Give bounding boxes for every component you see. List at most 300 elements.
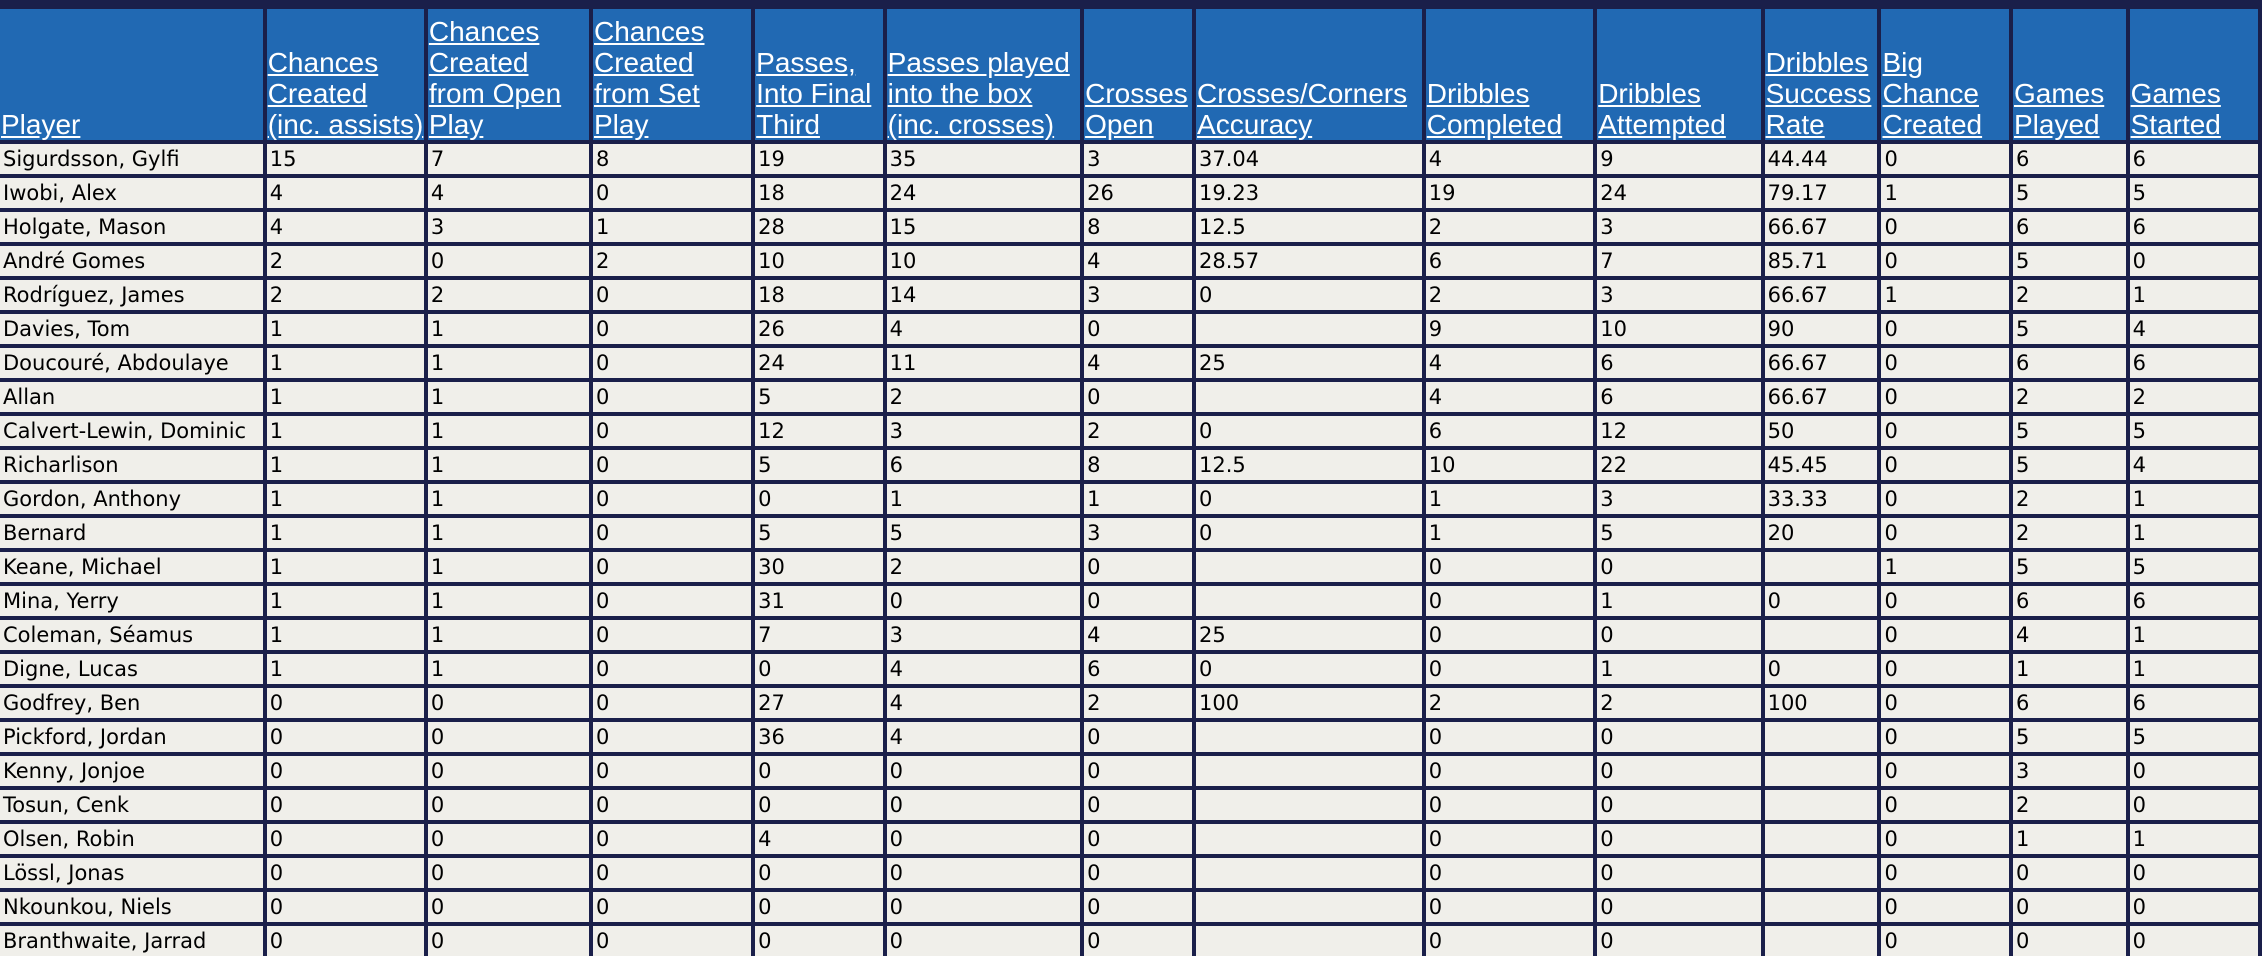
stat-cell: [1196, 756, 1422, 786]
sort-column-link[interactable]: Games Played: [2013, 78, 2105, 140]
stat-cell: 0: [1426, 790, 1593, 820]
stat-cell: 3: [887, 416, 1080, 446]
stat-cell: 0: [2130, 246, 2258, 276]
stat-cell: 1: [267, 484, 424, 514]
stat-cell: 7: [755, 620, 883, 650]
stat-cell: 4: [887, 654, 1080, 684]
player-name-cell: Branthwaite, Jarrad: [0, 926, 263, 956]
stat-cell: 0: [593, 348, 751, 378]
stat-cell: 6: [2130, 586, 2258, 616]
player-name-cell: Richarlison: [0, 450, 263, 480]
stat-cell: 12: [755, 416, 883, 446]
stat-cell: 0: [1084, 552, 1192, 582]
stat-cell: 4: [2130, 314, 2258, 344]
stat-cell: 0: [428, 926, 589, 956]
stat-cell: 1: [2130, 280, 2258, 310]
stat-cell: 0: [755, 858, 883, 888]
column-header: [1196, 9, 1422, 140]
stat-cell: 5: [2013, 416, 2126, 446]
sort-column-link[interactable]: Dribbles Completed: [1426, 78, 1563, 140]
stat-cell: 5: [1597, 518, 1760, 548]
stat-cell: 1: [428, 586, 589, 616]
stat-cell: 4: [755, 824, 883, 854]
stat-cell: 0: [1881, 144, 2009, 174]
stat-cell: [1765, 926, 1878, 956]
stat-cell: 0: [2013, 926, 2126, 956]
stat-cell: 0: [1881, 926, 2009, 956]
stat-cell: 19: [1426, 178, 1593, 208]
stat-cell: [1765, 552, 1878, 582]
stat-cell: 79.17: [1765, 178, 1878, 208]
stat-cell: 66.67: [1765, 382, 1878, 412]
stat-cell: 4: [1084, 246, 1192, 276]
sort-column-link[interactable]: Passes played into the box (inc. crosses): [887, 47, 1070, 140]
stat-cell: 0: [2013, 892, 2126, 922]
stat-cell: 0: [1426, 722, 1593, 752]
stat-cell: 0: [1196, 280, 1422, 310]
stat-cell: 0: [267, 756, 424, 786]
stat-cell: 0: [593, 722, 751, 752]
stat-cell: 5: [755, 518, 883, 548]
stat-cell: 0: [887, 586, 1080, 616]
stat-cell: 6: [1426, 246, 1593, 276]
stat-cell: 4: [887, 314, 1080, 344]
sort-column-link[interactable]: Dribbles Attempted: [1598, 78, 1726, 140]
table-row: [0, 212, 2258, 242]
player-name-cell: Allan: [0, 382, 263, 412]
player-name-cell: Tosun, Cenk: [0, 790, 263, 820]
stat-cell: 2: [1426, 280, 1593, 310]
stat-cell: 27: [755, 688, 883, 718]
stat-cell: 0: [593, 484, 751, 514]
stat-cell: 0: [2130, 926, 2258, 956]
stat-cell: 0: [1426, 552, 1593, 582]
stat-cell: 0: [1881, 722, 2009, 752]
stat-cell: 0: [1881, 620, 2009, 650]
stat-cell: 1: [428, 348, 589, 378]
stat-cell: 0: [428, 756, 589, 786]
stat-cell: 5: [2130, 552, 2258, 582]
stat-cell: 37.04: [1196, 144, 1422, 174]
stat-cell: 7: [428, 144, 589, 174]
column-header: [1881, 9, 2009, 140]
stat-cell: 0: [755, 484, 883, 514]
sort-column-link[interactable]: Dribbles Success Rate: [1765, 47, 1872, 140]
player-name-cell: Kenny, Jonjoe: [0, 756, 263, 786]
column-header: [1765, 9, 1878, 140]
stat-cell: 2: [2013, 280, 2126, 310]
stat-cell: 33.33: [1765, 484, 1878, 514]
stat-cell: 1: [2130, 620, 2258, 650]
stat-cell: 4: [1084, 620, 1192, 650]
stat-cell: 11: [887, 348, 1080, 378]
table-row: [0, 280, 2258, 310]
stat-cell: [1196, 892, 1422, 922]
stat-cell: 12.5: [1196, 450, 1422, 480]
sort-column-link[interactable]: Big Chance Created: [1882, 47, 1983, 140]
player-name-cell: Holgate, Mason: [0, 212, 263, 242]
stat-cell: 0: [1196, 654, 1422, 684]
table-row: [0, 484, 2258, 514]
stat-cell: 0: [887, 756, 1080, 786]
stat-cell: 5: [2130, 722, 2258, 752]
table-row: [0, 246, 2258, 276]
stat-cell: 0: [1084, 858, 1192, 888]
column-header: [2013, 9, 2126, 140]
stat-cell: 0: [1881, 688, 2009, 718]
stat-cell: 0: [1426, 926, 1593, 956]
stat-cell: 4: [1426, 348, 1593, 378]
stat-cell: 0: [1881, 756, 2009, 786]
stat-cell: 4: [1426, 382, 1593, 412]
stat-cell: 2: [593, 246, 751, 276]
player-name-cell: Doucouré, Abdoulaye: [0, 348, 263, 378]
sort-column-link[interactable]: Player: [1, 109, 81, 140]
stat-cell: 1: [2130, 484, 2258, 514]
stat-cell: 0: [1084, 926, 1192, 956]
stat-cell: 18: [755, 280, 883, 310]
stat-cell: 2: [2013, 484, 2126, 514]
player-stats-table: [0, 5, 2262, 956]
table-row: [0, 450, 2258, 480]
stat-cell: 3: [2013, 756, 2126, 786]
sort-column-link[interactable]: Crosses Open: [1085, 78, 1188, 140]
player-name-cell: Digne, Lucas: [0, 654, 263, 684]
stat-cell: 8: [1084, 450, 1192, 480]
stat-cell: 2: [2013, 382, 2126, 412]
player-name-cell: Pickford, Jordan: [0, 722, 263, 752]
stat-cell: 0: [1597, 926, 1760, 956]
stat-cell: 0: [1881, 518, 2009, 548]
table-row: [0, 416, 2258, 446]
stat-cell: 85.71: [1765, 246, 1878, 276]
stat-cell: 0: [2013, 858, 2126, 888]
stat-cell: 0: [593, 824, 751, 854]
table-row: [0, 858, 2258, 888]
stat-cell: 1: [428, 382, 589, 412]
stat-cell: 0: [593, 688, 751, 718]
stat-cell: 14: [887, 280, 1080, 310]
stat-cell: 36: [755, 722, 883, 752]
stat-cell: 0: [887, 858, 1080, 888]
stat-cell: 1: [267, 654, 424, 684]
stat-cell: 0: [593, 178, 751, 208]
stat-cell: [1196, 314, 1422, 344]
stat-cell: 1: [428, 552, 589, 582]
stat-cell: 5: [2013, 314, 2126, 344]
stat-cell: 5: [2130, 178, 2258, 208]
column-header: [1426, 9, 1593, 140]
stat-cell: 1: [1597, 586, 1760, 616]
stat-cell: 5: [2013, 552, 2126, 582]
stat-cell: 100: [1765, 688, 1878, 718]
table-row: [0, 620, 2258, 650]
stat-cell: 1: [267, 552, 424, 582]
stat-cell: 6: [2013, 688, 2126, 718]
stat-cell: 6: [1597, 382, 1760, 412]
stat-cell: 25: [1196, 620, 1422, 650]
stat-cell: 5: [2013, 178, 2126, 208]
stat-cell: 0: [593, 416, 751, 446]
stat-cell: 0: [1881, 824, 2009, 854]
stat-cell: 0: [1881, 858, 2009, 888]
stat-cell: 0: [1597, 892, 1760, 922]
stat-cell: 0: [755, 790, 883, 820]
header-row: [0, 9, 2258, 140]
stat-cell: 1: [1426, 484, 1593, 514]
stat-cell: 6: [2130, 348, 2258, 378]
sort-column-link[interactable]: Chances Created from Set Play: [593, 16, 705, 140]
stat-cell: [1196, 790, 1422, 820]
stat-cell: 6: [1084, 654, 1192, 684]
stat-cell: 1: [267, 450, 424, 480]
table-row: [0, 824, 2258, 854]
stat-cell: 5: [2013, 246, 2126, 276]
stat-cell: [1765, 722, 1878, 752]
table-row: [0, 586, 2258, 616]
stat-cell: 0: [593, 620, 751, 650]
stat-cell: 9: [1426, 314, 1593, 344]
stat-cell: 0: [1426, 586, 1593, 616]
stat-cell: 5: [755, 450, 883, 480]
stat-cell: 2: [1426, 688, 1593, 718]
stat-cell: 4: [1426, 144, 1593, 174]
stat-cell: 2: [1084, 416, 1192, 446]
stat-cell: 0: [1881, 790, 2009, 820]
stat-cell: 0: [1084, 382, 1192, 412]
stat-cell: 0: [887, 824, 1080, 854]
stat-cell: 0: [1426, 620, 1593, 650]
stat-cell: 0: [2130, 790, 2258, 820]
table-row: [0, 552, 2258, 582]
table-row: [0, 756, 2258, 786]
column-header: [593, 9, 751, 140]
stat-cell: 4: [887, 688, 1080, 718]
stat-cell: 0: [1196, 416, 1422, 446]
column-header: [1084, 9, 1192, 140]
stat-cell: 66.67: [1765, 212, 1878, 242]
stat-cell: 3: [1084, 280, 1192, 310]
stat-cell: 1: [1881, 280, 2009, 310]
stat-cell: 20: [1765, 518, 1878, 548]
stat-cell: 0: [2130, 892, 2258, 922]
stat-cell: [1196, 586, 1422, 616]
stat-cell: 0: [1881, 382, 2009, 412]
stat-cell: 0: [1597, 824, 1760, 854]
player-name-cell: Olsen, Robin: [0, 824, 263, 854]
stat-cell: 0: [593, 756, 751, 786]
stat-cell: 5: [755, 382, 883, 412]
stat-cell: 4: [887, 722, 1080, 752]
stat-cell: 0: [593, 280, 751, 310]
stat-cell: 1: [267, 416, 424, 446]
stat-cell: 10: [755, 246, 883, 276]
stat-cell: 0: [1426, 824, 1593, 854]
stat-cell: 3: [1597, 280, 1760, 310]
stat-cell: 1: [428, 654, 589, 684]
stat-cell: 66.67: [1765, 280, 1878, 310]
stat-cell: 2: [2013, 790, 2126, 820]
player-name-cell: Rodríguez, James: [0, 280, 263, 310]
stat-cell: 4: [267, 212, 424, 242]
stat-cell: 0: [428, 246, 589, 276]
stat-cell: 3: [1597, 484, 1760, 514]
player-name-cell: André Gomes: [0, 246, 263, 276]
stat-cell: 0: [428, 824, 589, 854]
stat-cell: 2: [2130, 382, 2258, 412]
table-body: [0, 144, 2258, 956]
column-header: [1597, 9, 1760, 140]
table-row: [0, 178, 2258, 208]
stat-cell: [1765, 790, 1878, 820]
table-row: [0, 688, 2258, 718]
stat-cell: 0: [428, 722, 589, 752]
stat-cell: 1: [887, 484, 1080, 514]
stat-cell: 5: [2013, 450, 2126, 480]
stat-cell: 18: [755, 178, 883, 208]
stat-cell: 0: [1881, 654, 2009, 684]
player-name-cell: Lössl, Jonas: [0, 858, 263, 888]
stat-cell: 0: [593, 552, 751, 582]
stat-cell: 66.67: [1765, 348, 1878, 378]
table-row: [0, 348, 2258, 378]
stat-cell: 1: [428, 450, 589, 480]
player-name-cell: Davies, Tom: [0, 314, 263, 344]
stat-cell: 31: [755, 586, 883, 616]
stat-cell: 1: [267, 348, 424, 378]
stat-cell: 0: [1084, 314, 1192, 344]
stat-cell: 8: [1084, 212, 1192, 242]
stat-cell: 1: [428, 518, 589, 548]
stat-cell: 25: [1196, 348, 1422, 378]
stat-cell: 0: [267, 858, 424, 888]
sort-column-link[interactable]: Crosses/Corners Accuracy: [1197, 78, 1408, 140]
stat-cell: 0: [593, 892, 751, 922]
stat-cell: 3: [428, 212, 589, 242]
stat-cell: 3: [1084, 144, 1192, 174]
stat-cell: 8: [593, 144, 751, 174]
stat-cell: 24: [755, 348, 883, 378]
stat-cell: [1196, 926, 1422, 956]
stat-cell: 0: [1084, 892, 1192, 922]
stat-cell: 1: [2130, 824, 2258, 854]
stat-cell: [1196, 552, 1422, 582]
stat-cell: 12.5: [1196, 212, 1422, 242]
stat-cell: 6: [1597, 348, 1760, 378]
sort-column-link[interactable]: Chances Created from Open Play: [428, 16, 562, 140]
stat-cell: 0: [1881, 416, 2009, 446]
stat-cell: 4: [1084, 348, 1192, 378]
stat-cell: 0: [1881, 246, 2009, 276]
stat-cell: 0: [593, 314, 751, 344]
stat-cell: 0: [1426, 892, 1593, 922]
stat-cell: 5: [2013, 722, 2126, 752]
stat-cell: 44.44: [1765, 144, 1878, 174]
stat-cell: 35: [887, 144, 1080, 174]
player-name-cell: Keane, Michael: [0, 552, 263, 582]
stat-cell: 24: [1597, 178, 1760, 208]
stat-cell: 0: [1597, 552, 1760, 582]
stat-cell: 6: [887, 450, 1080, 480]
stat-cell: 0: [2130, 756, 2258, 786]
stat-cell: 0: [2130, 858, 2258, 888]
stat-cell: 2: [1084, 688, 1192, 718]
stat-cell: 4: [2130, 450, 2258, 480]
player-name-cell: Sigurdsson, Gylfi: [0, 144, 263, 174]
stat-cell: 1: [428, 620, 589, 650]
stat-cell: 1: [428, 416, 589, 446]
stat-cell: [1765, 620, 1878, 650]
stat-cell: 2: [1597, 688, 1760, 718]
stat-cell: 0: [593, 926, 751, 956]
stat-cell: 2: [887, 552, 1080, 582]
stat-cell: 0: [593, 518, 751, 548]
stat-cell: 1: [2013, 824, 2126, 854]
table-row: [0, 654, 2258, 684]
stat-cell: 1: [267, 518, 424, 548]
stat-cell: [1196, 722, 1422, 752]
stat-cell: 0: [1597, 756, 1760, 786]
stat-cell: 3: [887, 620, 1080, 650]
sort-column-link[interactable]: Games Started: [2130, 78, 2221, 140]
stat-cell: 0: [1597, 790, 1760, 820]
stat-cell: 0: [593, 450, 751, 480]
column-header: [0, 9, 263, 140]
stat-cell: 0: [1196, 518, 1422, 548]
stat-cell: 0: [1426, 654, 1593, 684]
stat-cell: 10: [1426, 450, 1593, 480]
stat-cell: [1765, 756, 1878, 786]
stat-cell: 1: [267, 314, 424, 344]
table-row: [0, 382, 2258, 412]
stat-cell: 6: [2013, 586, 2126, 616]
table-row: [0, 144, 2258, 174]
stat-cell: 12: [1597, 416, 1760, 446]
stat-cell: 45.45: [1765, 450, 1878, 480]
stat-cell: 1: [593, 212, 751, 242]
stat-cell: 1: [2130, 518, 2258, 548]
column-header: [428, 9, 589, 140]
stat-cell: 28: [755, 212, 883, 242]
stat-cell: 1: [1084, 484, 1192, 514]
stat-cell: 0: [1084, 756, 1192, 786]
stat-cell: 6: [2130, 144, 2258, 174]
player-name-cell: Calvert-Lewin, Dominic: [0, 416, 263, 446]
stat-cell: 0: [755, 892, 883, 922]
stat-cell: 3: [1084, 518, 1192, 548]
stat-cell: 1: [1597, 654, 1760, 684]
stat-cell: 30: [755, 552, 883, 582]
table-row: [0, 892, 2258, 922]
stat-cell: 0: [267, 926, 424, 956]
stat-cell: 0: [428, 688, 589, 718]
stat-cell: 0: [1426, 756, 1593, 786]
stat-cell: 1: [1426, 518, 1593, 548]
sort-column-link[interactable]: Chances Created (inc. assists): [267, 47, 424, 140]
stat-cell: 5: [887, 518, 1080, 548]
stat-cell: 1: [267, 382, 424, 412]
sort-column-link[interactable]: Passes, Into Final Third: [756, 47, 872, 140]
stat-cell: 1: [2130, 654, 2258, 684]
stat-cell: 0: [1597, 620, 1760, 650]
stat-cell: 0: [593, 790, 751, 820]
stat-cell: 1: [2013, 654, 2126, 684]
stat-cell: 0: [755, 654, 883, 684]
stat-cell: 5: [2130, 416, 2258, 446]
stat-cell: 2: [887, 382, 1080, 412]
stat-cell: 0: [267, 688, 424, 718]
stat-cell: 0: [1597, 858, 1760, 888]
